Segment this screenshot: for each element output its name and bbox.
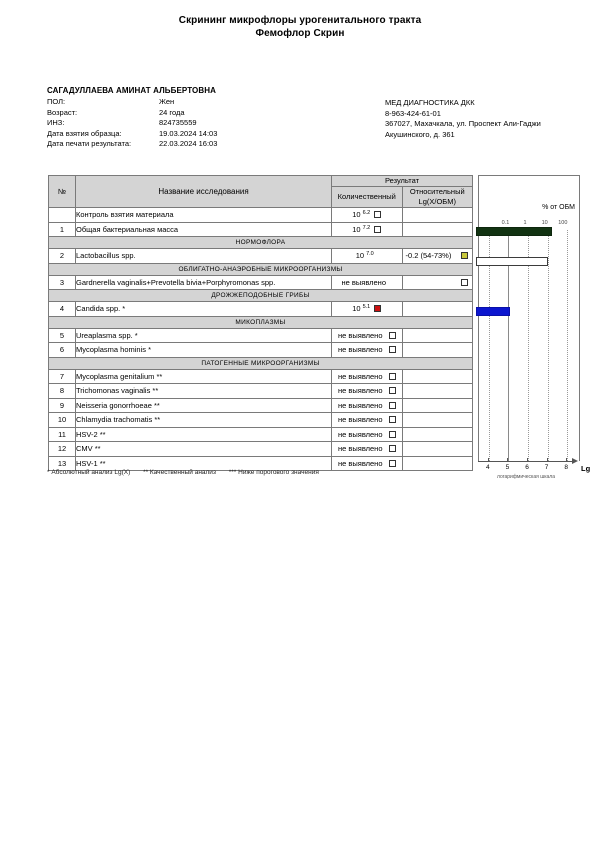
row-number: 13 [49,456,76,471]
table-row [49,343,473,358]
table-section-label: МИКОПЛАЗМЫ [49,316,473,328]
row-number: 6 [49,343,76,358]
quantitative-cell-inner [332,302,402,315]
not-detected-text: не выявлено [337,458,383,468]
table-row [49,384,473,399]
row-number: 3 [49,275,76,290]
relative-cell-inner [403,343,473,356]
patient-field-row [47,129,347,140]
row-number: 9 [49,398,76,413]
row-relative-value [402,456,473,471]
quantitative-cell-inner [332,399,402,412]
row-quantitative-value [332,222,403,237]
axis-tick-mark [527,458,528,461]
chart-bar [476,307,510,316]
patient-field-label: Дата взятия образца: [47,128,122,138]
clinic-name: МЕД ДИАГНОСТИКА ДКК [385,98,475,107]
table-row [49,275,473,290]
power-base: 10 [352,304,361,314]
row-test-name: Neisseria gonorrhoeae ** [76,398,332,413]
result-checkbox-empty [374,211,381,218]
table-header [49,176,473,208]
row-number: 7 [49,369,76,384]
power-exponent: 6.2 [362,210,371,217]
results-table [48,175,473,471]
quantitative-cell-inner [332,249,402,262]
axis-tick-mark [566,458,567,461]
column-header-relative-line1: Относительный [409,187,465,196]
row-quantitative-value [332,302,403,317]
clinic-address-line-1: 367027, Махачкала, ул. Проспект Али-Гаджи [385,119,541,128]
row-test-name: Trichomonas vaginalis ** [76,384,332,399]
relative-cell-inner [403,329,473,342]
row-test-name: HSV-2 ** [76,427,332,442]
title-line-1: Скрининг микрофлоры урогенитального тракта [178,15,422,26]
result-checkbox-empty [389,431,396,438]
not-detected-text: не выявлено [337,400,383,410]
row-quantitative-value [332,384,403,399]
row-number: 8 [49,384,76,399]
row-relative-value [402,343,473,358]
power-value [352,304,374,313]
quantitative-cell-inner [332,457,402,470]
row-test-name: Mycoplasma genitalium ** [76,369,332,384]
row-relative-value [402,427,473,442]
axis-lg-label: Lg [581,464,591,473]
patient-field-value: 22.03.2024 16:03 [159,139,218,148]
row-test-name: Контроль взятия материала [76,208,332,223]
chart-top-tick-label: 100 [558,220,568,226]
table-row [49,302,473,317]
result-checkbox-empty [389,387,396,394]
quantitative-cell-inner [332,442,402,455]
row-relative-value [402,369,473,384]
patient-name: САГАДУЛЛАЕВА АМИНАТ АЛЬБЕРТОВНА [47,86,217,95]
column-header-result: Результат [332,176,473,187]
relative-cell-inner [403,276,473,289]
chart-bottom-axis [478,461,590,491]
table-section-label: НОРМОФЛОРА [49,237,473,249]
power-value [352,210,374,219]
patient-field-label: Дата печати результата: [47,139,132,148]
relative-cell-inner [403,442,473,455]
table-body [49,208,473,471]
result-marker-olive [461,252,468,259]
row-number: 2 [49,249,76,264]
quantitative-cell-inner [332,223,402,236]
power-base: 10 [352,224,361,234]
results-table-container [48,175,473,471]
table-row [49,398,473,413]
column-header-number: № [49,176,76,208]
title-line-2: Фемофлор Скрин [255,28,345,39]
relative-cell-inner [403,399,473,412]
axis-tick-label: 8 [564,464,568,471]
power-base: 10 [355,251,365,261]
not-detected-text: не выявлено [337,330,383,340]
row-relative-value [402,398,473,413]
table-section-header-row [49,237,473,249]
column-header-name: Название исследования [76,176,332,208]
row-relative-value [402,249,473,264]
table-section-header-row [49,290,473,302]
quantitative-cell-inner [332,276,402,289]
clinic-info-block [385,98,585,140]
table-row [49,208,473,223]
result-checkbox-empty [389,402,396,409]
power-exponent: 7.2 [362,224,371,231]
result-checkbox-empty [389,373,396,380]
row-quantitative-value [332,208,403,223]
axis-line [478,461,574,462]
table-section-header-row [49,316,473,328]
patient-field-value: 824735559 [159,118,197,127]
axis-tick-mark [547,458,548,461]
patient-field-label: Возраст: [47,107,78,117]
row-relative-value [402,413,473,428]
row-quantitative-value [332,343,403,358]
row-test-name: HSV-1 ** [76,456,332,471]
table-section-header-row [49,263,473,275]
axis-caption: логарифмическая шкала [496,474,556,480]
relative-text: -0.2 (54-73%) [405,251,452,261]
relative-cell-inner [403,208,473,221]
relative-cell-inner [403,428,473,441]
axis-tick-mark [488,458,489,461]
patient-field-row [47,97,347,108]
row-test-name: Ureaplasma spp. * [76,328,332,343]
row-relative-value [402,442,473,457]
axis-tick-label: 6 [525,464,529,471]
quantitative-cell-inner [332,428,402,441]
clinic-address-line-2: Акушинского, д. 361 [385,129,455,139]
table-row [49,222,473,237]
footnote-part-3: *** Ниже порогового значения [228,469,319,476]
result-checkbox-empty [389,460,396,467]
patient-field-row [47,118,347,129]
row-quantitative-value [332,427,403,442]
chart-panel [478,175,580,461]
row-relative-value [402,328,473,343]
quantitative-cell-inner [332,413,402,426]
result-checkbox-empty [389,416,396,423]
table-section-label: ДРОЖЖЕПОДОБНЫЕ ГРИБЫ [49,290,473,302]
row-number: 5 [49,328,76,343]
result-checkbox-empty [461,279,468,286]
row-test-name: Общая бактериальная масса [76,222,332,237]
clinic-phone: 8-963-424-61-01 [385,108,441,118]
table-row [49,249,473,264]
row-quantitative-value [332,413,403,428]
relative-cell-inner [403,302,473,315]
row-number: 4 [49,302,76,317]
patient-field-value: 24 года [159,107,185,117]
chart-top-tick-label: 1 [523,220,527,226]
table-section-header-row [49,357,473,369]
row-quantitative-value [332,249,403,264]
axis-tick-label: 5 [505,464,510,471]
row-relative-value [402,222,473,237]
row-number: 10 [49,413,76,428]
patient-info-block [47,85,347,150]
row-number [49,208,76,223]
relative-cell-inner [403,384,473,397]
row-quantitative-value [332,369,403,384]
row-quantitative-value [332,398,403,413]
power-value [352,225,374,234]
chart-gridline [548,230,549,461]
patient-field-row [47,108,347,119]
row-test-name: Chlamydia trachomatis ** [76,413,332,428]
row-test-name: Mycoplasma hominis * [76,343,332,358]
row-quantitative-value [332,328,403,343]
not-detected-text: не выявлено [341,277,386,287]
axis-arrow-icon [572,458,578,464]
not-detected-text: не выявлено [337,371,383,381]
result-checkbox-empty [374,226,381,233]
quantitative-cell-inner [332,370,402,383]
footnote [47,469,330,476]
row-number: 1 [49,222,76,237]
power-value [356,251,378,260]
row-quantitative-value [332,456,403,471]
column-header-relative-line2: Lg(X/ОБМ) [418,197,456,206]
relative-cell-inner [403,223,473,236]
row-test-name: Gardnerella vaginalis+Prevotella bivia+Porphyromonas spp. [76,275,332,290]
table-row [49,369,473,384]
row-test-name: Lactobacillus spp. [76,249,332,264]
table-row [49,427,473,442]
power-base: 10 [352,210,361,220]
row-number: 12 [49,442,76,457]
patient-field-label: ПОЛ: [47,97,66,106]
axis-tick-label: 7 [544,464,549,471]
result-marker-red [374,305,381,312]
row-quantitative-value [332,442,403,457]
not-detected-text: не выявлено [337,444,383,454]
relative-cell-inner [403,249,473,262]
relative-cell-inner [403,370,473,383]
chart-bar [476,257,548,266]
row-relative-value [402,275,473,290]
document-title [0,14,600,40]
axis-tick-label: 4 [486,464,490,471]
table-row [49,442,473,457]
row-relative-value [402,302,473,317]
result-checkbox-empty [389,346,396,353]
chart-gridline [567,230,568,461]
power-exponent: 7.0 [366,251,374,258]
patient-field-label: ИНЗ: [47,118,65,127]
chart-top-tick-label: 0.1 [501,220,510,226]
quantitative-cell-inner [332,329,402,342]
row-relative-value [402,208,473,223]
not-detected-text: не выявлено [337,345,383,355]
row-test-name: Candida spp. * [76,302,332,317]
footnote-part-2: ** Качественный анализ [143,469,216,476]
column-header-quantitative: Количественный [332,187,403,208]
row-relative-value [402,384,473,399]
row-test-name: CMV ** [76,442,332,457]
footnote-part-1: * Абсолютный анализ Lg(X) [47,469,131,476]
relative-cell-inner [403,457,473,470]
chart-bar [476,227,552,236]
table-row [49,328,473,343]
patient-field-row [47,139,347,150]
table-section-label: ПАТОГЕННЫЕ МИКРООРГАНИЗМЫ [49,357,473,369]
quantitative-cell-inner [332,384,402,397]
quantitative-cell-inner [332,343,402,356]
chart-top-tick-label: 10 [541,220,548,226]
row-number: 11 [49,427,76,442]
result-checkbox-empty [389,332,396,339]
row-quantitative-value [332,275,403,290]
table-row [49,413,473,428]
axis-tick-mark [507,458,508,461]
not-detected-text: не выявлено [337,386,383,396]
not-detected-text: не выявлено [337,415,383,425]
result-checkbox-empty [389,445,396,452]
power-exponent: 5.1 [362,304,371,311]
relative-cell-inner [403,413,473,426]
table-section-label: ОБЛИГАТНО-АНАЭРОБНЫЕ МИКРООРГАНИЗМЫ [49,263,473,275]
quantitative-cell-inner [332,208,402,221]
patient-field-value: 19.03.2024 14:03 [159,128,218,138]
column-header-relative [402,187,473,208]
patient-field-value: Жен [159,97,175,106]
not-detected-text: не выявлено [337,429,383,439]
chart-top-axis-label: % от ОБМ [542,204,575,211]
